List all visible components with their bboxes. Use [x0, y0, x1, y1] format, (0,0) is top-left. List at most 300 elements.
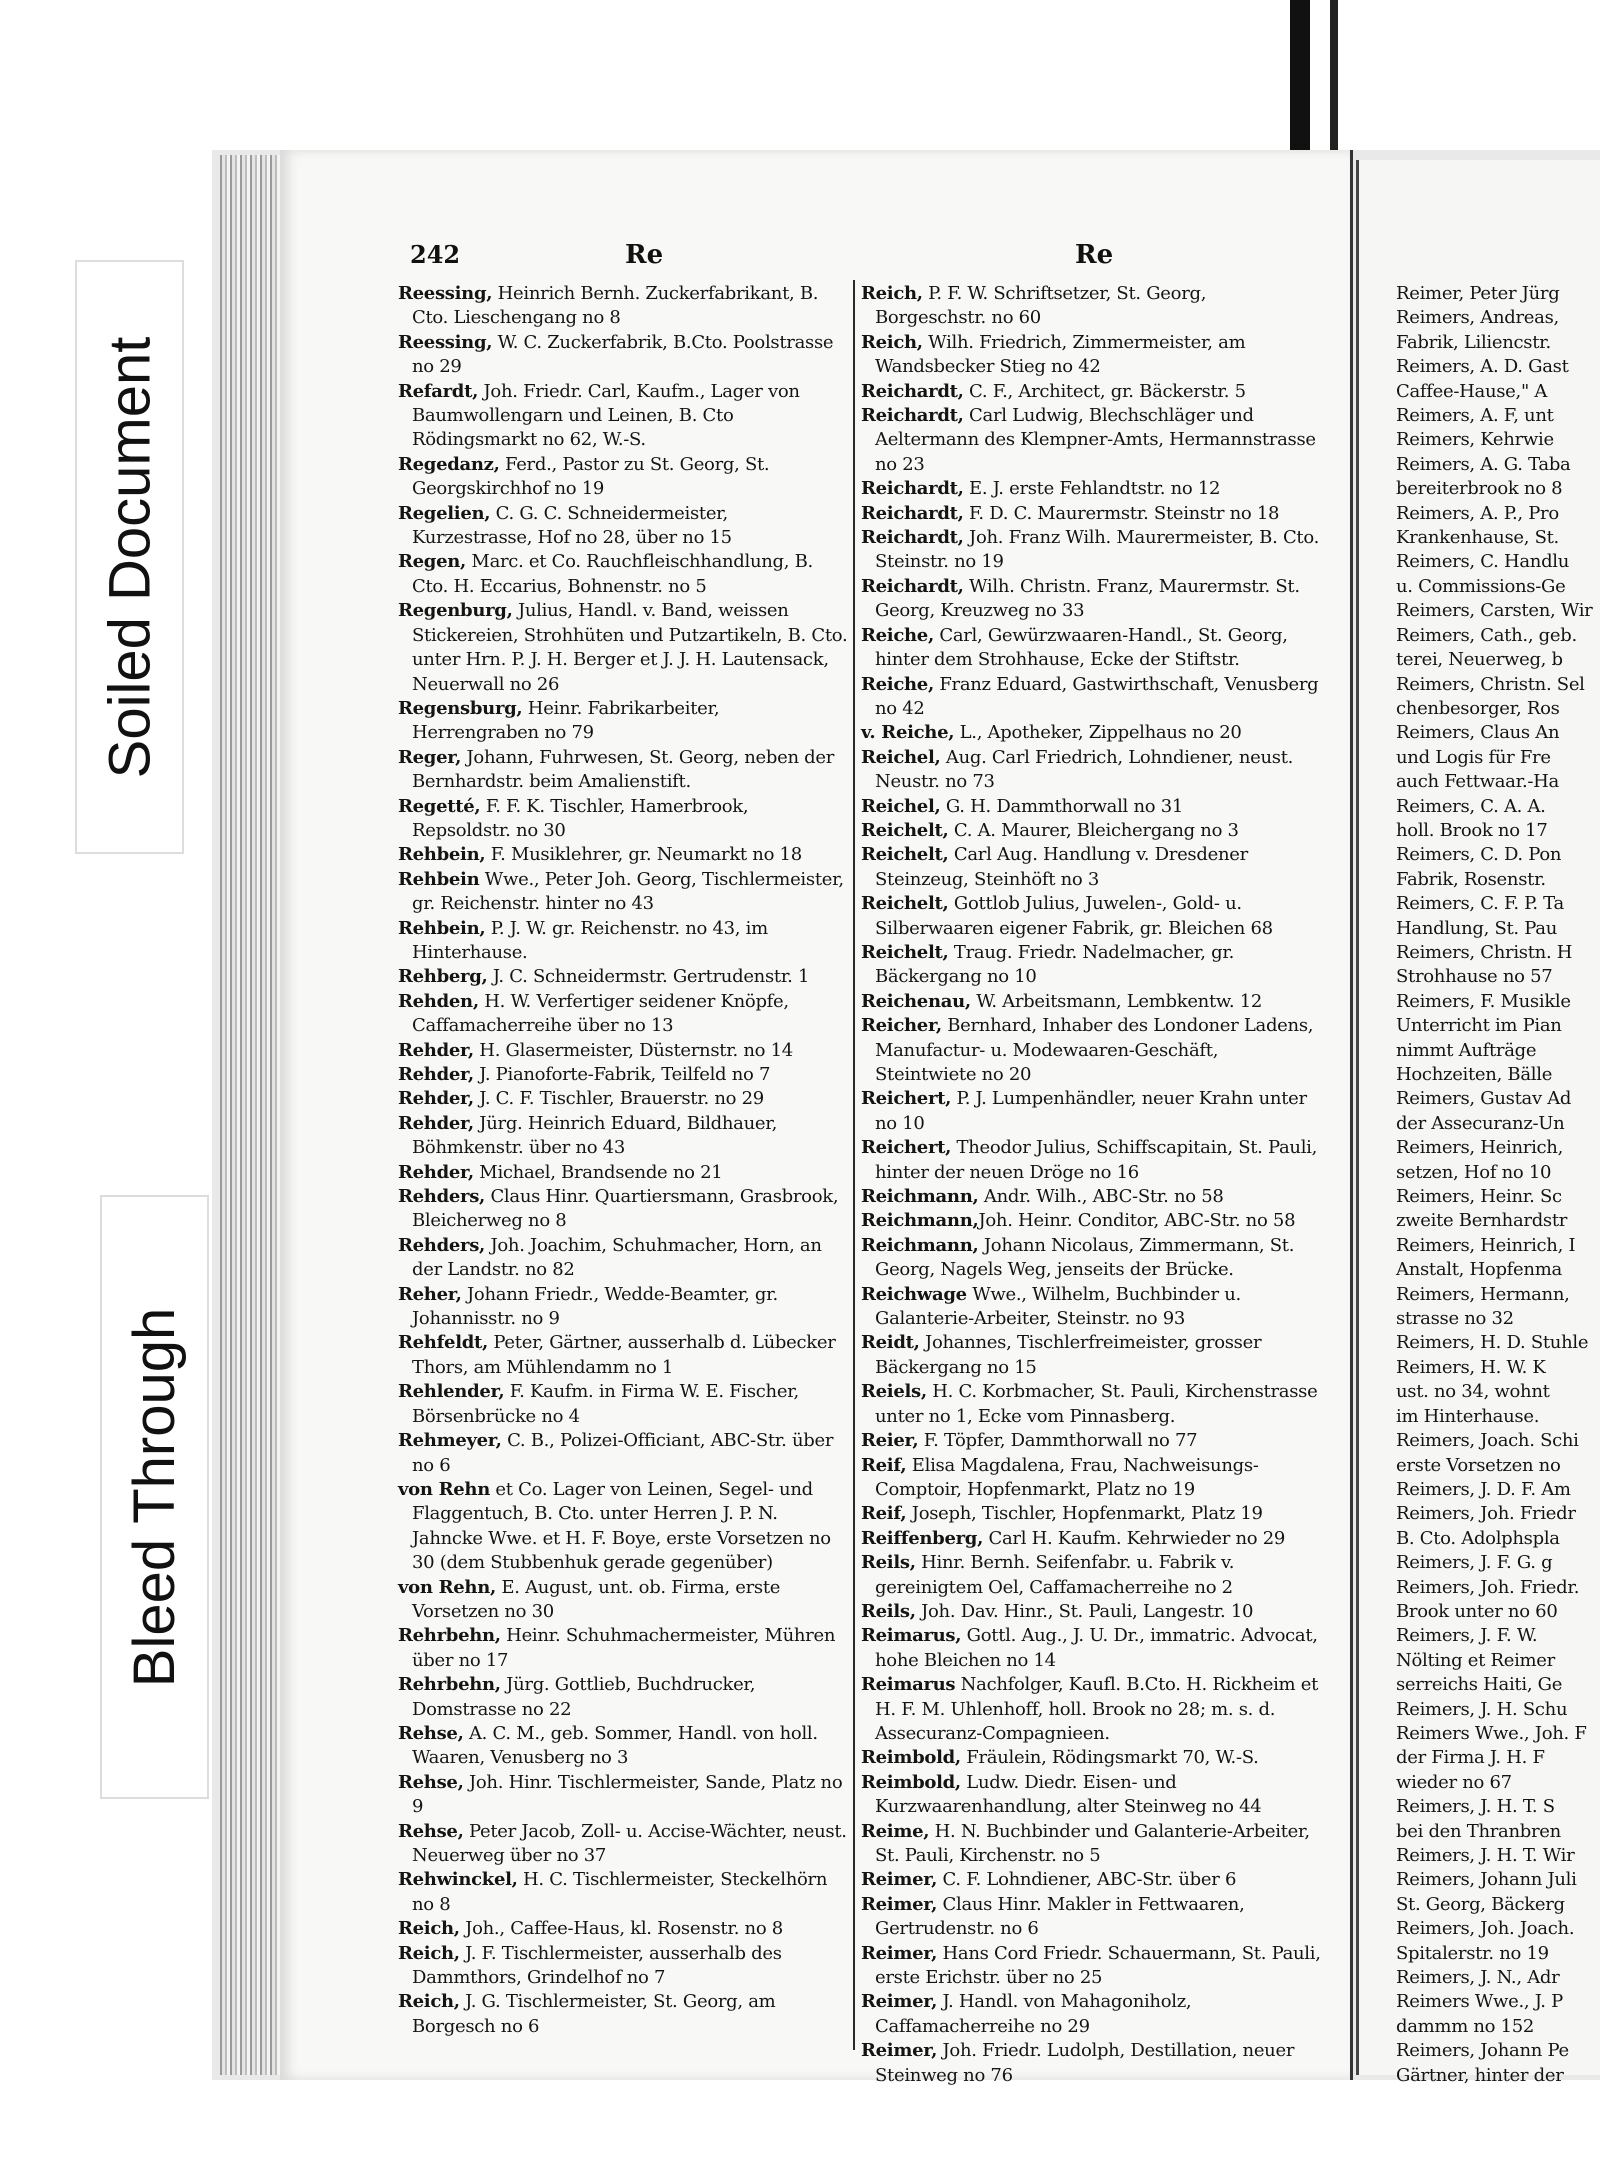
entry-details: Johann Friedr., Wedde-Beamter, gr. Johannisstr. no 9	[412, 1283, 778, 1330]
entry-details: C. B., Polizei-Officiant, ABC-Str. über no 6	[412, 1430, 834, 1476]
truncated-entry-line: Nölting et Reimer	[1396, 1649, 1555, 1671]
entry-details: Carl Aug. Handlung v. Dresdener Steinzeug, Steinhöft no 3	[875, 844, 1248, 890]
directory-entry	[861, 1502, 1321, 1526]
entry-name: Reichel,	[861, 746, 941, 768]
entry-name: Rehse,	[398, 1722, 464, 1744]
truncated-entry-line: im Hinterhause.	[1396, 1405, 1540, 1427]
entry-details: Wwe., Peter Joh. Georg, Tischlermeister, gr. Reichenstr. hinter no 43	[412, 868, 844, 915]
bleed-through-label-text: Bleed Through	[122, 1307, 187, 1687]
truncated-entry-line: bei den Thranbren	[1396, 1820, 1561, 1842]
truncated-entry-line: Reimers, Joh. Joach.	[1396, 1918, 1575, 1940]
truncated-entry-line: Reimers, A. F, unt	[1396, 405, 1554, 427]
truncated-entry-line: St. Georg, Bäckerg	[1396, 1893, 1565, 1915]
entry-name: Regen,	[398, 551, 467, 573]
entry-name: Reich,	[398, 1918, 460, 1940]
entry-details: Wilh. Friedrich, Zimmermeister, am Wandsbecker Stieg no 42	[875, 331, 1246, 378]
entry-name: Reichelt,	[861, 844, 949, 866]
truncated-entry-line: nimmt Aufträge	[1396, 1039, 1537, 1061]
page-number: 242	[410, 240, 461, 269]
truncated-entry-line: Reimers, J. D. F. Am	[1396, 1478, 1571, 1500]
entry-details: F. Kaufm. in Firma W. E. Fischer, Börsenbrücke no 4	[412, 1381, 799, 1427]
truncated-entry-line: Reimers Wwe., J. P	[1396, 1991, 1563, 2013]
entry-details: Joh. Friedr. Ludolph, Destillation, neuer Steinweg no 76	[875, 2040, 1295, 2086]
directory-entry	[861, 1209, 1321, 1233]
entry-name: Rehder,	[398, 1112, 474, 1134]
directory-entry	[398, 1039, 848, 1063]
truncated-entry-line: Reimers, J. H. T. S	[1396, 1796, 1555, 1818]
entry-details: H. Glasermeister, Düsternstr. no 14	[473, 1039, 793, 1061]
truncated-entry-line: Reimers, Cath., geb.	[1396, 624, 1577, 646]
entry-details: Aug. Carl Friedrich, Lohndiener, neust. Neustr. no 73	[875, 746, 1294, 793]
directory-entry	[398, 795, 848, 844]
directory-entry	[861, 673, 1321, 722]
entry-name: Reich,	[861, 331, 923, 353]
truncated-entry-line: Reimer, Peter Jürg	[1396, 283, 1560, 304]
directory-entry	[398, 1624, 848, 1673]
entry-details: Elisa Magdalena, Frau, Nachweisungs-Comptoir, Hopfenmarkt, Platz no 19	[875, 1454, 1259, 1500]
truncated-entry-line: Gärtner, hinter der	[1396, 2064, 1564, 2086]
entry-name: Rehden,	[398, 990, 479, 1012]
directory-entry	[861, 746, 1321, 795]
directory-entry	[861, 575, 1321, 624]
directory-entry	[861, 1746, 1321, 1770]
truncated-entry-line: Reimers, J. H. T. Wir	[1396, 1845, 1575, 1866]
truncated-entry-line: Reimers, Christn. H	[1396, 941, 1573, 963]
truncated-entry-line: auch Fettwaar.-Ha	[1396, 771, 1559, 793]
entry-name: Rehrbehn,	[398, 1625, 501, 1647]
entry-details: Joh. Joachim, Schuhmacher, Horn, an der Landstr. no 82	[412, 1234, 822, 1281]
directory-entry	[861, 380, 1321, 404]
entry-details: L., Apotheker, Zippelhaus no 20	[954, 722, 1242, 744]
entry-details: Ferd., Pastor zu St. Georg, St. Georgskirchhof no 19	[412, 453, 770, 500]
entry-details: Jürg. Heinrich Eduard, Bildhauer, Böhmkenstr. über no 43	[412, 1112, 777, 1159]
entry-name: Reger,	[398, 746, 462, 768]
entry-details: H. C. Korbmacher, St. Pauli, Kirchenstrasse unter no 1, Ecke vom Pinnasberg.	[875, 1381, 1318, 1427]
truncated-entry-line: Reimers, Joh. Friedr.	[1396, 1576, 1580, 1598]
directory-entry	[861, 1331, 1321, 1380]
directory-entry	[861, 1990, 1321, 2039]
entry-details: F. D. C. Maurermstr. Steinstr no 18	[963, 502, 1280, 524]
entry-name: Reimer,	[861, 2040, 938, 2062]
entry-details: Carl, Gewürzwaaren-Handl., St. Georg, hinter dem Strohhause, Ecke der Stiftstr.	[875, 624, 1288, 671]
truncated-entry-line: Reimers, J. F. G. g	[1396, 1552, 1553, 1574]
entry-name: von Rehn,	[398, 1576, 496, 1598]
directory-entry	[861, 404, 1321, 477]
truncated-entry-line: Spitalerstr. no 19	[1396, 1942, 1549, 1964]
truncated-entry-line: Caffee-Hause," A	[1396, 380, 1548, 402]
scan-edge-mark-2	[1330, 0, 1338, 150]
entry-details: et Co. Lager von Leinen, Segel- und Flaggentuch, B. Cto. unter Herren J. P. N. Jahncke Wwe. et H. F. Boye, erste Vorsetzen no 30 (dem Stubbenhuk gerade gegenüber)	[412, 1478, 831, 1574]
truncated-entry-line: terei, Neuerweg, b	[1396, 649, 1563, 671]
truncated-entry-line: Reimers, Hermann,	[1396, 1283, 1570, 1305]
entry-details: Theodor Julius, Schiffscapitain, St. Pauli, hinter der neuen Dröge no 16	[875, 1137, 1318, 1183]
entry-details: Wilh. Christn. Franz, Maurermstr. St. Georg, Kreuzweg no 33	[875, 575, 1300, 622]
entry-details: E. August, unt. ob. Firma, erste Vorsetzen no 30	[412, 1576, 781, 1622]
truncated-entry-line: Reimers, J. N., Adr	[1396, 1967, 1560, 1989]
entry-name: Reier,	[861, 1430, 919, 1452]
entry-name: Refardt,	[398, 380, 479, 402]
entry-details: Johannes, Tischlerfreimeister, grosser Bäckergang no 15	[875, 1332, 1262, 1378]
entry-name: Reime,	[861, 1820, 930, 1842]
directory-entry	[861, 1234, 1321, 1283]
entry-name: Rehrbehn,	[398, 1674, 501, 1696]
directory-entry	[398, 1234, 848, 1283]
truncated-entry-line: der Assecuranz-Un	[1396, 1112, 1565, 1134]
entry-details: Joh. Hinr. Tischlermeister, Sande, Platz no 9	[412, 1771, 843, 1818]
entry-details: F. F. K. Tischler, Hamerbrook, Repsoldstr. no 30	[412, 795, 749, 841]
directory-entry	[398, 1429, 848, 1478]
entry-name: Regenburg,	[398, 600, 513, 622]
entry-name: Reichmann,	[861, 1210, 979, 1232]
directory-entry	[861, 526, 1321, 575]
entry-details: Bernhard, Inhaber des Londoner Ladens, Manufactur- u. Modewaaren-Geschäft, Steintwiete no 20	[875, 1015, 1314, 1085]
entry-details: F. Musiklehrer, gr. Neumarkt no 18	[485, 844, 802, 866]
entry-name: Reichert,	[861, 1088, 952, 1110]
truncated-entry-line: Reimers, F. Musikle	[1396, 990, 1571, 1012]
entry-details: Joh. Dav. Hinr., St. Pauli, Langestr. 10	[915, 1600, 1254, 1622]
truncated-entry-line: strasse no 32	[1396, 1308, 1514, 1330]
entry-details: H. C. Tischlermeister, Steckelhörn no 8	[412, 1869, 828, 1915]
entry-name: Reichmann,	[861, 1186, 979, 1208]
truncated-entry-line: B. Cto. Adolphspla	[1396, 1527, 1560, 1549]
entry-name: Reichardt,	[861, 527, 964, 549]
directory-entry	[398, 1112, 848, 1161]
entry-name: Reimbold,	[861, 1771, 961, 1793]
entry-details: J. F. Tischlermeister, ausserhalb des Dammthors, Grindelhof no 7	[412, 1942, 782, 1989]
truncated-entry-line: Reimers, A. P., Pro	[1396, 502, 1559, 524]
directory-entry	[861, 1185, 1321, 1209]
truncated-entry-line: wieder no 67	[1396, 1771, 1512, 1793]
entry-name: Rehder,	[398, 1064, 474, 1085]
directory-entry	[398, 1478, 848, 1576]
directory-entry	[861, 2039, 1321, 2088]
entry-name: Reiels,	[861, 1381, 927, 1403]
truncated-entry-line: Handlung, St. Pau	[1396, 917, 1557, 939]
directory-entry	[398, 1380, 848, 1429]
truncated-entry-line: erste Vorsetzen no	[1396, 1454, 1561, 1476]
truncated-entry-line: Reimers, Heinr. Sc	[1396, 1186, 1562, 1208]
entry-details: C. F. Lohndiener, ABC-Str. über 6	[937, 1869, 1237, 1891]
entry-details: H. N. Buchbinder und Galanterie-Arbeiter, St. Pauli, Kirchenstr. no 5	[875, 1820, 1310, 1866]
entry-details: J. C. F. Tischler, Brauerstr. no 29	[473, 1088, 764, 1110]
entry-details: Heinrich Bernh. Zuckerfabrikant, B. Cto. Lieschengang no 8	[412, 283, 819, 329]
directory-entry	[398, 843, 848, 867]
entry-details: Joh. Friedr. Carl, Kaufm., Lager von Baumwollengarn und Leinen, B. Cto Rödingsmarkt no 62, W.-S.	[412, 380, 800, 451]
entry-details: Marc. et Co. Rauchfleischhandlung, B. Cto. H. Eccarius, Bohnenstr. no 5	[412, 551, 813, 597]
book-spine-edge	[220, 155, 280, 2075]
directory-entry	[861, 990, 1321, 1014]
entry-name: Reichenau,	[861, 990, 971, 1012]
directory-entry	[861, 819, 1321, 843]
entry-details: Carl H. Kaufm. Kehrwieder no 29	[983, 1527, 1286, 1549]
entry-name: Reher,	[398, 1283, 462, 1305]
entry-name: Reichert,	[861, 1137, 952, 1159]
directory-entry	[861, 1380, 1321, 1429]
entry-details: Hans Cord Friedr. Schauermann, St. Pauli, erste Erichstr. über no 25	[875, 1942, 1321, 1989]
entry-name: Reichel,	[861, 795, 941, 817]
entry-name: Rehbein,	[398, 917, 486, 939]
entry-details: P. J. W. gr. Reichenstr. no 43, im Hinterhause.	[412, 917, 768, 963]
entry-name: Rehmeyer,	[398, 1430, 502, 1452]
entry-details: W. Arbeitsmann, Lembkentw. 12	[970, 990, 1263, 1012]
directory-entry	[861, 1454, 1321, 1503]
directory-entry	[398, 502, 848, 551]
truncated-entry-line: und Logis für Fre	[1396, 746, 1551, 768]
truncated-entry-line: Reimers, Carsten, Wir	[1396, 600, 1593, 622]
directory-entry	[861, 282, 1321, 331]
entry-name: Reiffenberg,	[861, 1527, 984, 1549]
entry-details: Claus Hinr. Quartiersmann, Grasbrook, Bleicherweg no 8	[412, 1186, 839, 1232]
truncated-entry-line: u. Commissions-Ge	[1396, 575, 1566, 597]
directory-entry	[861, 1551, 1321, 1600]
entry-name: Rehder,	[398, 1161, 474, 1183]
entry-name: Reich,	[398, 1991, 460, 2013]
entry-name: Reif,	[861, 1454, 907, 1476]
entry-details: Peter Jacob, Zoll- u. Accise-Wächter, neust. Neuerweg über no 37	[412, 1820, 847, 1866]
entry-details: Heinr. Schuhmachermeister, Mühren über no 17	[412, 1625, 836, 1671]
directory-entry	[861, 941, 1321, 990]
entry-details: J. Handl. von Mahagoniholz, Caffamacherreihe no 29	[875, 1991, 1192, 2037]
entry-name: Rehse,	[398, 1771, 464, 1793]
entry-details: Joh. Franz Wilh. Maurermeister, B. Cto. Steinstr. no 19	[875, 527, 1319, 573]
entry-name: Reichelt,	[861, 941, 949, 963]
entry-name: Rehder,	[398, 1039, 474, 1061]
directory-entry	[398, 1185, 848, 1234]
directory-entry	[861, 1624, 1321, 1673]
directory-entry	[398, 380, 848, 453]
truncated-entry-line: Reimers, J. F. W.	[1396, 1625, 1538, 1647]
directory-entry	[861, 502, 1321, 526]
directory-entry	[398, 1283, 848, 1332]
truncated-entry-line: Reimers, A. D. Gast	[1396, 356, 1569, 378]
entry-details: Carl Ludwig, Blechschläger und Aeltermann des Klempner-Amts, Hermannstrasse no 23	[875, 405, 1316, 475]
directory-entry	[861, 477, 1321, 501]
directory-entry	[861, 1771, 1321, 1820]
entry-details: Andr. Wilh., ABC-Str. no 58	[978, 1186, 1224, 1208]
truncated-entry-line: serreichs Haiti, Ge	[1396, 1674, 1563, 1696]
entry-name: Reichelt,	[861, 819, 949, 841]
entry-name: Reiche,	[861, 673, 934, 695]
directory-entry	[398, 746, 848, 795]
entry-name: Reicher,	[861, 1015, 942, 1037]
truncated-entry-line: chenbesorger, Ros	[1396, 697, 1560, 719]
entry-details: Johann Nicolaus, Zimmermann, St. Georg, Nagels Weg, jenseits der Brücke.	[875, 1234, 1295, 1281]
entry-name: Reichelt,	[861, 893, 949, 915]
entry-details: C. G. C. Schneidermeister, Kurzestrasse, Hof no 28, über no 15	[412, 502, 732, 549]
entry-details: F. Töpfer, Dammthorwall no 77	[918, 1430, 1198, 1452]
entry-details: Ludw. Diedr. Eisen- und Kurzwaarenhandlung, alter Steinweg no 44	[875, 1771, 1262, 1818]
truncated-entry-line: ust. no 34, wohnt	[1396, 1381, 1550, 1403]
directory-entry	[398, 1576, 848, 1625]
entry-details: J. C. Schneidermstr. Gertrudenstr. 1	[487, 966, 810, 988]
entry-name: Rehse,	[398, 1820, 464, 1842]
entry-name: Regetté,	[398, 795, 481, 817]
entry-details: Wwe., Wilhelm, Buchbinder u. Galanterie-Arbeiter, Steinstr. no 93	[875, 1283, 1241, 1330]
entry-name: Reich,	[861, 283, 923, 304]
directory-entry	[861, 1136, 1321, 1185]
entry-name: Reichmann,	[861, 1234, 979, 1256]
entry-details: H. W. Verfertiger seidener Knöpfe, Caffamacherreihe über no 13	[412, 990, 789, 1037]
entry-details: Claus Hinr. Makler in Fettwaaren, Gertrudenstr. no 6	[875, 1893, 1245, 1940]
entry-name: Reichardt,	[861, 502, 964, 524]
entry-details: Michael, Brandsende no 21	[473, 1161, 723, 1183]
truncated-entry-line: Reimers, Kehrwie	[1396, 429, 1554, 451]
directory-entry	[861, 721, 1321, 745]
truncated-entry-line: Reimers, Gustav Ad	[1396, 1088, 1572, 1110]
directory-entry	[398, 917, 848, 966]
truncated-entry-line: Fabrik, Liliencstr.	[1396, 331, 1551, 353]
truncated-entry-line: bereiterbrook no 8	[1396, 478, 1563, 500]
entry-name: Rehbein	[398, 868, 480, 890]
truncated-entry-line: Reimers, Heinrich, I	[1396, 1234, 1576, 1256]
entry-details: Franz Eduard, Gastwirthschaft, Venusberg no 42	[875, 673, 1319, 719]
directory-entry	[861, 1942, 1321, 1991]
entry-name: von Rehn	[398, 1478, 491, 1500]
directory-entry	[398, 697, 848, 746]
truncated-entry-line: Reimers, Joh. Friedr	[1396, 1503, 1576, 1525]
entry-name: Reichardt,	[861, 575, 964, 597]
directory-entry	[398, 990, 848, 1039]
entry-name: Reichwage	[861, 1283, 967, 1305]
truncated-entry-line: Reimers, Joach. Schi	[1396, 1430, 1579, 1452]
truncated-entry-line: holl. Brook no 17	[1396, 819, 1548, 841]
directory-column-middle	[861, 282, 1321, 2088]
entry-name: Rehlender,	[398, 1381, 505, 1403]
directory-entry	[398, 1771, 848, 1820]
soiled-document-label-text: Soiled Document	[97, 336, 162, 778]
entry-details: Johann, Fuhrwesen, St. Georg, neben der Bernhardstr. beim Amalienstift.	[412, 746, 835, 793]
entry-name: Reimer,	[861, 1869, 938, 1891]
entry-name: Rehbein,	[398, 844, 486, 866]
truncated-entry-line: Reimers, A. G. Taba	[1396, 453, 1571, 475]
truncated-entry-line: Krankenhause, St.	[1396, 527, 1559, 549]
entry-name: Reichardt,	[861, 478, 964, 500]
entry-name: Regensburg,	[398, 697, 523, 719]
entry-name: Reidt,	[861, 1332, 920, 1354]
entry-name: v. Reiche,	[861, 722, 955, 744]
truncated-entry-line: Unterricht im Pian	[1396, 1015, 1562, 1037]
directory-entry	[398, 599, 848, 697]
truncated-entry-line: Reimers Wwe., Joh. F	[1396, 1722, 1587, 1744]
entry-details: Fräulein, Rödingsmarkt 70, W.-S.	[960, 1747, 1259, 1769]
truncated-entry-line: Reimers, C. D. Pon	[1396, 844, 1562, 866]
directory-entry	[398, 282, 848, 331]
truncated-entry-line: Reimers, Andreas,	[1396, 307, 1559, 329]
entry-details: E. J. erste Fehlandtstr. no 12	[963, 478, 1221, 500]
entry-name: Reils,	[861, 1600, 916, 1622]
entry-name: Rehder,	[398, 1088, 474, 1110]
entry-name: Reichardt,	[861, 380, 964, 402]
scan-edge-mark	[1290, 0, 1310, 150]
entry-details: C. A. Maurer, Bleichergang no 3	[948, 819, 1239, 841]
entry-name: Reimbold,	[861, 1747, 961, 1769]
directory-entry	[861, 892, 1321, 941]
directory-entry	[861, 1820, 1321, 1869]
entry-name: Rehders,	[398, 1186, 486, 1208]
truncated-entry-line: Reimers, Heinrich,	[1396, 1137, 1564, 1159]
soiled-document-label	[75, 260, 184, 854]
entry-details: Gottlob Julius, Juwelen-, Gold- u. Silberwaaren eigener Fabrik, gr. Bleichen 68	[875, 893, 1273, 939]
truncated-entry-line: Reimers, Claus An	[1396, 722, 1560, 744]
directory-entry	[398, 1063, 848, 1087]
entry-details: W. C. Zuckerfabrik, B.Cto. Poolstrasse no 29	[412, 331, 834, 378]
directory-entry	[398, 1161, 848, 1185]
directory-entry	[861, 1283, 1321, 1332]
entry-name: Reimarus,	[861, 1625, 962, 1647]
directory-entry	[861, 1014, 1321, 1087]
directory-entry	[398, 453, 848, 502]
directory-entry	[861, 1527, 1321, 1551]
truncated-entry-line: Reimers, Christn. Sel	[1396, 673, 1585, 695]
entry-details: Gottl. Aug., J. U. Dr., immatric. Advocat, hohe Bleichen no 14	[875, 1625, 1318, 1671]
entry-details: J. G. Tischlermeister, St. Georg, am Borgesch no 6	[412, 1991, 776, 2037]
directory-entry	[398, 1917, 848, 1941]
truncated-entry-line: Reimers, H. D. Stuhle	[1396, 1332, 1589, 1354]
directory-entry	[861, 1673, 1321, 1746]
entry-name: Reichardt,	[861, 405, 964, 427]
directory-entry	[861, 795, 1321, 819]
column-heading-right: Re	[1075, 240, 1114, 270]
truncated-entry-line: Brook unter no 60	[1396, 1600, 1558, 1622]
entry-details: Julius, Handl. v. Band, weissen Stickereien, Strohhüten und Putzartikeln, B. Cto. unter Hrn. P. J. H. Berger et J. J. H. Lautensack, Neuerwall no 26	[412, 600, 848, 695]
directory-entry	[398, 1942, 848, 1991]
truncated-entry-line: dammm no 152	[1396, 2015, 1535, 2037]
directory-entry	[398, 1990, 848, 2039]
truncated-entry-line: Anstalt, Hopfenma	[1396, 1259, 1562, 1281]
directory-entry	[398, 965, 848, 989]
entry-name: Rehberg,	[398, 966, 488, 988]
directory-entry	[861, 843, 1321, 892]
entry-name: Reiche,	[861, 624, 934, 646]
entry-name: Reils,	[861, 1552, 916, 1574]
truncated-entry-line: Fabrik, Rosenstr.	[1396, 868, 1546, 890]
column-heading-left: Re	[625, 240, 664, 270]
directory-entry	[398, 1087, 848, 1111]
directory-entry	[398, 1820, 848, 1869]
directory-entry	[398, 550, 848, 599]
entry-name: Reessing,	[398, 283, 493, 304]
entry-details: Joseph, Tischler, Hopfenmarkt, Platz 19	[906, 1503, 1263, 1525]
truncated-entry-line: Hochzeiten, Bälle	[1396, 1064, 1553, 1085]
truncated-entry-line: der Firma J. H. F	[1396, 1747, 1545, 1769]
directory-entry	[398, 331, 848, 380]
truncated-entry-line: Reimers, Johann Juli	[1396, 1869, 1577, 1891]
entry-details: J. Pianoforte-Fabrik, Teilfeld no 7	[473, 1064, 771, 1085]
directory-entry	[861, 1868, 1321, 1892]
truncated-entry-line: setzen, Hof no 10	[1396, 1161, 1552, 1183]
entry-details: Joh. Heinr. Conditor, ABC-Str. no 58	[978, 1210, 1296, 1232]
entry-name: Regelien,	[398, 502, 491, 524]
truncated-entry-line: Reimers, J. H. Schu	[1396, 1698, 1568, 1720]
entry-name: Rehders,	[398, 1234, 486, 1256]
entry-details: Joh., Caffee-Haus, kl. Rosenstr. no 8	[459, 1918, 783, 1940]
directory-entry	[861, 1087, 1321, 1136]
entry-details: Nachfolger, Kaufl. B.Cto. H. Rickheim et H. F. M. Uhlenhoff, holl. Brook no 28; m. s. d. Assecuranz-Compagnieen.	[875, 1674, 1319, 1744]
truncated-entry-line: zweite Bernhardstr	[1396, 1210, 1568, 1232]
entry-name: Reimer,	[861, 1893, 938, 1915]
entry-details: Jürg. Gottlieb, Buchdrucker, Domstrasse no 22	[412, 1674, 756, 1720]
directory-column-left	[398, 282, 848, 2039]
entry-name: Reimer,	[861, 1991, 938, 2013]
truncated-entry-line: Strohhause no 57	[1396, 966, 1553, 988]
entry-name: Reif,	[861, 1503, 907, 1525]
entry-details: Traug. Friedr. Nadelmacher, gr. Bäckergang no 10	[875, 941, 1235, 988]
directory-entry	[398, 1673, 848, 1722]
directory-entry	[861, 1600, 1321, 1624]
column-divider	[853, 280, 855, 2050]
entry-details: Hinr. Bernh. Seifenfabr. u. Fabrik v. gereinigtem Oel, Caffamacherreihe no 2	[875, 1552, 1235, 1598]
truncated-entry-line: Reimers, C. Handlu	[1396, 551, 1570, 573]
